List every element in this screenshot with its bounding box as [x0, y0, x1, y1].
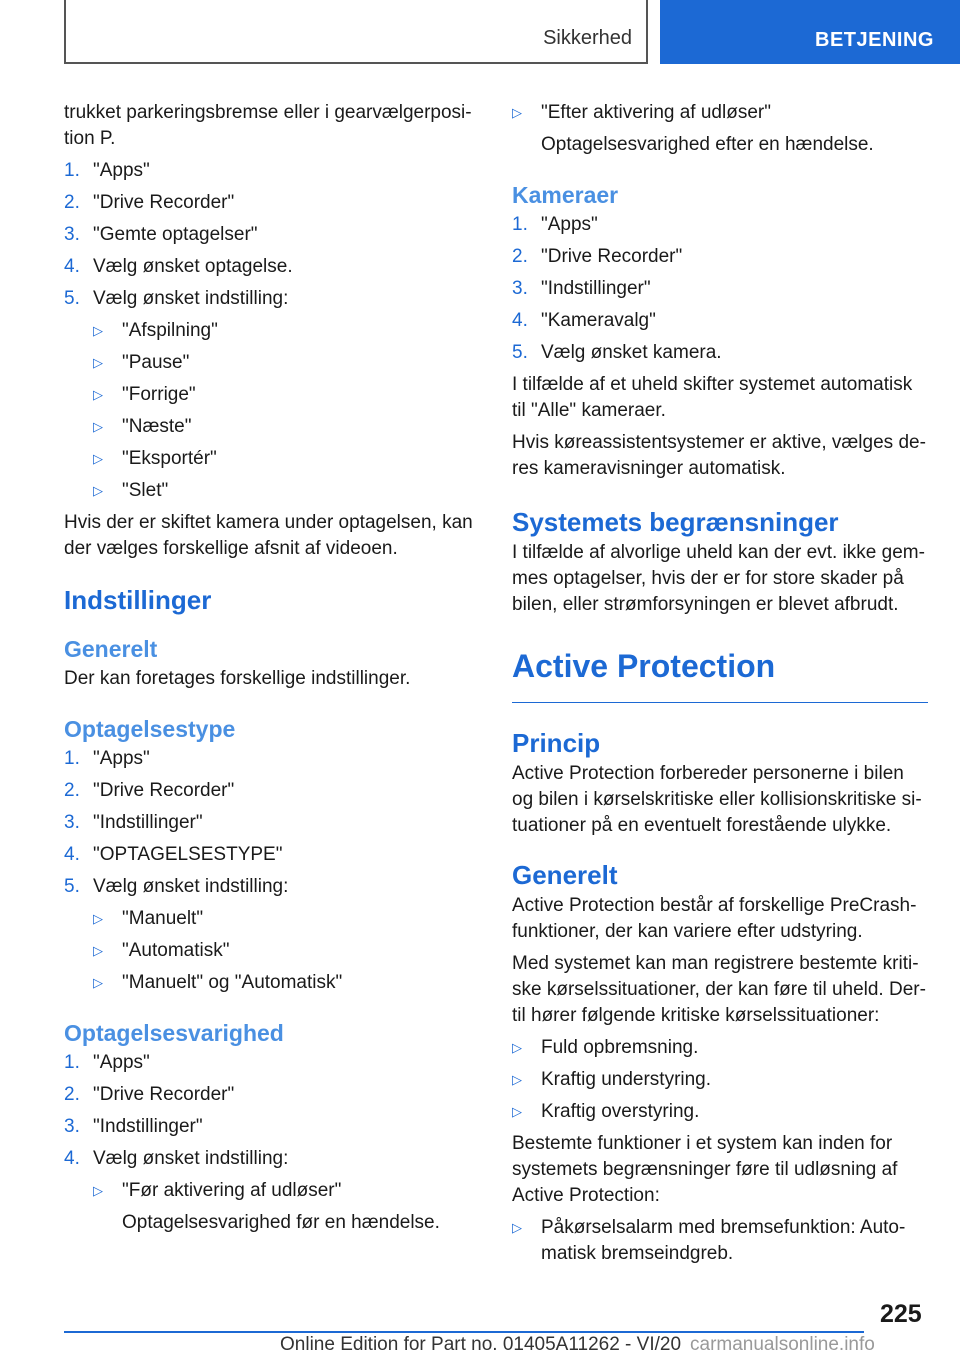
heading-active-protection: Active Protection: [512, 646, 928, 703]
list-item: 2. "Drive Recorder": [64, 192, 235, 213]
triangle-bullet-icon: ▷: [93, 911, 103, 926]
recording-type-steps: [64, 746, 484, 996]
heading-optagelsesvarighed: Optagelsesvarighed: [64, 1020, 284, 1046]
recordings-steps: [64, 158, 484, 504]
heading-kameraer: Kameraer: [512, 182, 619, 208]
heading-generelt: Generelt: [64, 636, 158, 662]
triangle-bullet-icon: ▷: [512, 1220, 522, 1235]
list-item: 1. "Apps": [512, 214, 598, 235]
sub-item: ▷ "Forrige": [93, 382, 484, 408]
list-item: 4. Vælg ønsket optagelse.: [64, 256, 293, 277]
right-column: [512, 100, 928, 1273]
triangle-bullet-icon: ▷: [93, 451, 103, 466]
triangle-bullet-icon: ▷: [512, 1072, 522, 1087]
header-chapter-label: BETJENING: [815, 29, 934, 51]
list-item: 5. Vælg ønsket indstilling:: [64, 876, 289, 897]
triangle-bullet-icon: ▷: [512, 1104, 522, 1119]
list-item: 3. "Gemte optagelser": [64, 224, 258, 245]
footer-edition: Online Edition for Part no. 01405A11262 - VI/20: [280, 1334, 682, 1355]
triangle-bullet-icon: ▷: [512, 105, 522, 120]
list-item: 3. "Indstillinger": [64, 812, 203, 833]
triangle-bullet-icon: ▷: [93, 975, 103, 990]
header-section-label: Sikkerhed: [543, 27, 632, 49]
list-item: 1. "Apps": [64, 160, 150, 181]
sub-item: ▷ "Automatisk": [93, 938, 484, 964]
heading-princip: Princip: [512, 728, 601, 758]
sub-item: ▷ "Eksportér": [93, 446, 484, 472]
limitations-text: I tilfælde af alvorlige uheld kan der evt. ikke gem-mes optagelser, hvis der er for store skader på bilen, eller strømforsyningen er blevet afbrudt.: [512, 542, 925, 615]
sub-item: ▷ "Pause": [93, 350, 484, 376]
generelt2-text-3: Bestemte funktioner i et system kan inden for systemets begrænsninger føre til udløsning af Active Protection:: [512, 1133, 898, 1206]
heading-optagelsestype: Optagelsestype: [64, 716, 236, 742]
triangle-bullet-icon: ▷: [93, 1183, 103, 1198]
triangle-bullet-icon: ▷: [93, 483, 103, 498]
list-item: 5. Vælg ønsket kamera.: [512, 342, 722, 363]
list-item: ▷ Kraftig overstyring.: [512, 1099, 928, 1125]
list-item: 2. "Drive Recorder": [512, 246, 683, 267]
sub-item: ▷ "Næste": [93, 414, 484, 440]
heading-generelt-2: Generelt: [512, 860, 618, 890]
camera-steps: [512, 212, 928, 366]
princip-text: Active Protection forbereder personerne i bilen og bilen i kørselskritiske eller kollisionskritiske si-tuationer på en eventuelt forestående ulykke.: [512, 763, 922, 836]
list-item: ▷ Fuld opbremsning.: [512, 1035, 928, 1061]
list-item: 1. "Apps": [64, 1052, 150, 1073]
list-item: 4. "OPTAGELSESTYPE": [64, 844, 283, 865]
list-item: 2. "Drive Recorder": [64, 1084, 235, 1105]
generelt-text: Der kan foretages forskellige indstillinger.: [64, 668, 411, 689]
header-chapter-tab[interactable]: [660, 0, 960, 64]
triangle-bullet-icon: ▷: [93, 323, 103, 338]
list-item: ▷ Påkørselsalarm med bremsefunktion: Auto-matisk bremseindgreb.: [512, 1215, 928, 1267]
list-item: 4. Vælg ønsket indstilling:: [64, 1148, 289, 1169]
footer-divider: [64, 1331, 864, 1333]
sub-item: ▷ "Manuelt": [93, 906, 484, 932]
heading-indstillinger: Indstillinger: [64, 585, 212, 615]
note-text: Hvis der er skiftet kamera under optagelsen, kan der vælges forskellige afsnit af videoen.: [64, 512, 473, 559]
list-item: ▷ Kraftig understyring.: [512, 1067, 928, 1093]
triangle-bullet-icon: ▷: [93, 355, 103, 370]
list-item: 4. "Kameravalg": [512, 310, 656, 331]
camera-text-1: I tilfælde af et uheld skifter systemet automatisk til "Alle" kameraer.: [512, 374, 913, 421]
watermark: carmanualsonline.info: [690, 1334, 875, 1355]
list-item: 1. "Apps": [64, 748, 150, 769]
left-column: [64, 100, 484, 1242]
sub-item: ▷ "Efter aktivering af udløser" Optagelsesvarighed efter en hændelse.: [512, 100, 928, 158]
intro-text: trukket parkeringsbremse eller i gearvælgerposi-tion P.: [64, 102, 472, 149]
list-item: 5. Vælg ønsket indstilling:: [64, 288, 289, 309]
list-item: 2. "Drive Recorder": [64, 780, 235, 801]
triangle-bullet-icon: ▷: [93, 419, 103, 434]
sub-item: ▷ "Manuelt" og "Automatisk": [93, 970, 484, 996]
generelt2-text-2: Med systemet kan man registrere bestemte kriti-ske kørselssituationer, der kan føre til uheld. Der-til hører følgende kritiske kørselssituationer:: [512, 953, 926, 1026]
list-item: 3. "Indstillinger": [512, 278, 651, 299]
triangle-bullet-icon: ▷: [512, 1040, 522, 1055]
page-number: 225: [880, 1300, 922, 1328]
sub-item: ▷ "Afspilning": [93, 318, 484, 344]
recording-duration-steps: [64, 1050, 484, 1236]
triangle-bullet-icon: ▷: [93, 943, 103, 958]
list-item: 3. "Indstillinger": [64, 1116, 203, 1137]
camera-text-2: Hvis køreassistentsystemer er aktive, vælges de-res kameravisninger automatisk.: [512, 432, 926, 479]
header-section: [64, 0, 648, 64]
sub-item: ▷ "Slet": [93, 478, 484, 504]
generelt2-text-1: Active Protection består af forskellige PreCrash-funktioner, der kan variere efter udstyring.: [512, 895, 917, 942]
sub-item: ▷ "Før aktivering af udløser" Optagelsesvarighed før en hændelse.: [93, 1178, 484, 1236]
heading-limitations: Systemets begrænsninger: [512, 507, 839, 537]
triangle-bullet-icon: ▷: [93, 387, 103, 402]
